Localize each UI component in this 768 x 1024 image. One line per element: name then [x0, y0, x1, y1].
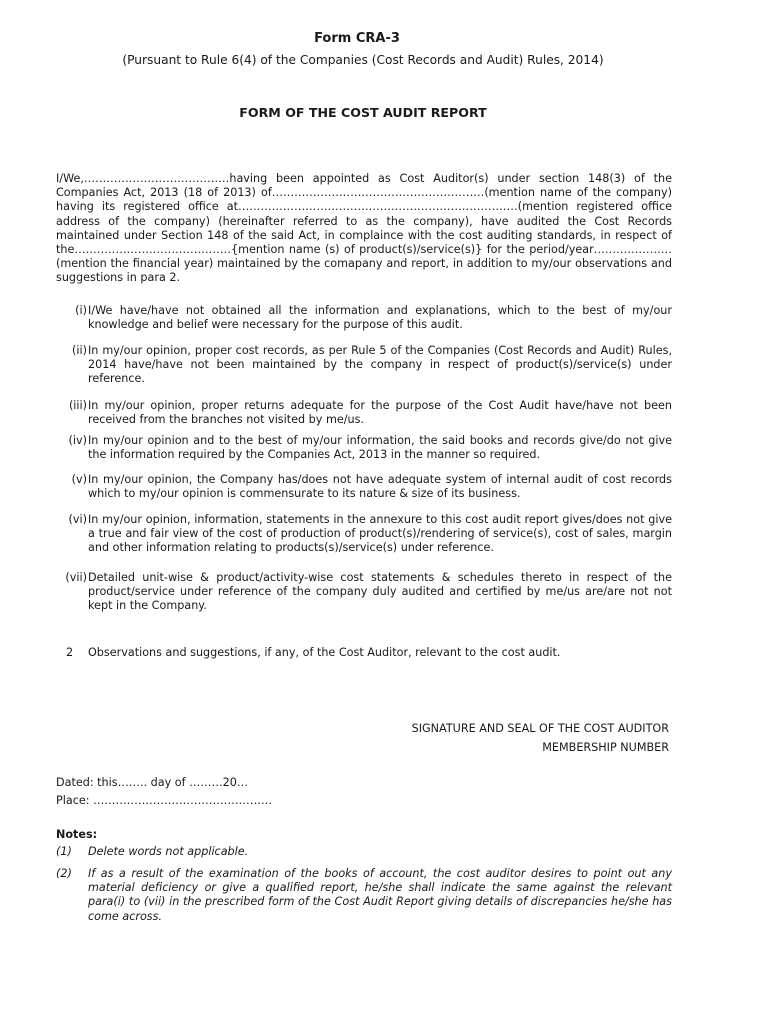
place-line: Place: …………………………………………	[56, 794, 273, 807]
item-text: I/We have/have not obtained all the information and explanations, which to the best of my/our knowledge and belief were necessary for the purpose of this audit.	[88, 304, 672, 332]
paragraph-text: Observations and suggestions, if any, of the Cost Auditor, relevant to the cost audit.	[88, 646, 561, 659]
signature-seal-label: SIGNATURE AND SEAL OF THE COST AUDITOR	[411, 722, 669, 735]
form-number: Form CRA-3	[314, 31, 400, 46]
item-text: In my/our opinion and to the best of my/our information, the said books and records give/do not give the information required by the Companies Act, 2013 in the manner so required.	[88, 434, 672, 462]
item-text: Detailed unit-wise & product/activity-wise cost statements & schedules thereto in respect of the product/service under reference of the company duly audited and certified by me/us are/are not not kept in the Company.	[88, 571, 672, 613]
item-number: (ii)	[72, 344, 87, 357]
report-item-v	[56, 473, 672, 501]
report-item-iii	[56, 399, 672, 427]
note-text: If as a result of the examination of the books of account, the cost auditor desires to point out any material deficiency or give a qualified report, he/she shall indicate the same against the relevant para(i) to (vii) in the prescribed form of the Cost Audit Report giving details of discrepancies he/she has come across.	[88, 867, 672, 923]
dated-line: Dated: this…….. day of ………20…	[56, 776, 249, 789]
item-number: (iv)	[68, 434, 87, 447]
date-place-block	[56, 774, 272, 810]
observations-paragraph	[56, 646, 672, 660]
item-text: In my/our opinion, proper cost records, as per Rule 5 of the Companies (Cost Records and Audit) Rules, 2014 have/have not been maintained by the company in respect of product(s)/service(s) under reference.	[88, 344, 672, 386]
note-text: Delete words not applicable.	[88, 845, 249, 858]
report-item-iv	[56, 434, 672, 462]
membership-number-label: MEMBERSHIP NUMBER	[542, 741, 669, 754]
report-item-vii	[56, 571, 672, 614]
report-item-i	[56, 304, 672, 332]
item-number: (v)	[71, 473, 87, 486]
note-number: (1)	[56, 845, 72, 858]
item-number: (i)	[75, 304, 87, 317]
report-item-ii	[56, 344, 672, 387]
intro-paragraph: I/We,…………………………………having been appointed as Cost Auditor(s) under section 148(3) of the Companies Act, 2013 (18 of 2013) of…………………………………………………(mention name of the company) having its registered office at…………………………………………………………………(mention registered office address of the company) (hereinafter referred to as the company), have audited the Cost Records maintained under Section 148 of the said Act, in complaince with the cost auditing standards, in respect of the……………………………………{mention name (s) of product(s)/service(s)} for the period/year…………………(mention the financial year) maintained by the comapany and report, in addition to my/our observations and suggestions in para 2.	[56, 172, 672, 285]
note-item-1	[56, 845, 672, 859]
note-number: (2)	[56, 867, 72, 880]
item-number: (iii)	[68, 399, 87, 412]
paragraph-number: 2	[66, 646, 74, 659]
item-text: In my/our opinion, the Company has/does not have adequate system of internal audit of cost records which to my/our opinion is commensurate to its nature & size of its business.	[88, 473, 672, 501]
item-text: In my/our opinion, proper returns adequate for the purpose of the Cost Audit have/have not been received from the branches not visited by me/us.	[88, 399, 672, 427]
report-title: FORM OF THE COST AUDIT REPORT	[239, 105, 487, 120]
pursuant-line: (Pursuant to Rule 6(4) of the Companies (Cost Records and Audit) Rules, 2014)	[122, 53, 604, 67]
note-item-2	[56, 867, 672, 924]
signature-block	[340, 719, 669, 757]
item-text: In my/our opinion, information, statements in the annexure to this cost audit report gives/does not give a true and fair view of the cost of production of product(s)/rendering of service(s), cost of sales, margin and other information relating to products(s)/service(s) under reference.	[88, 513, 672, 555]
item-number: (vi)	[68, 513, 87, 526]
notes-heading: Notes:	[56, 828, 98, 841]
item-number: (vii)	[65, 571, 87, 584]
report-item-vi	[56, 513, 672, 556]
